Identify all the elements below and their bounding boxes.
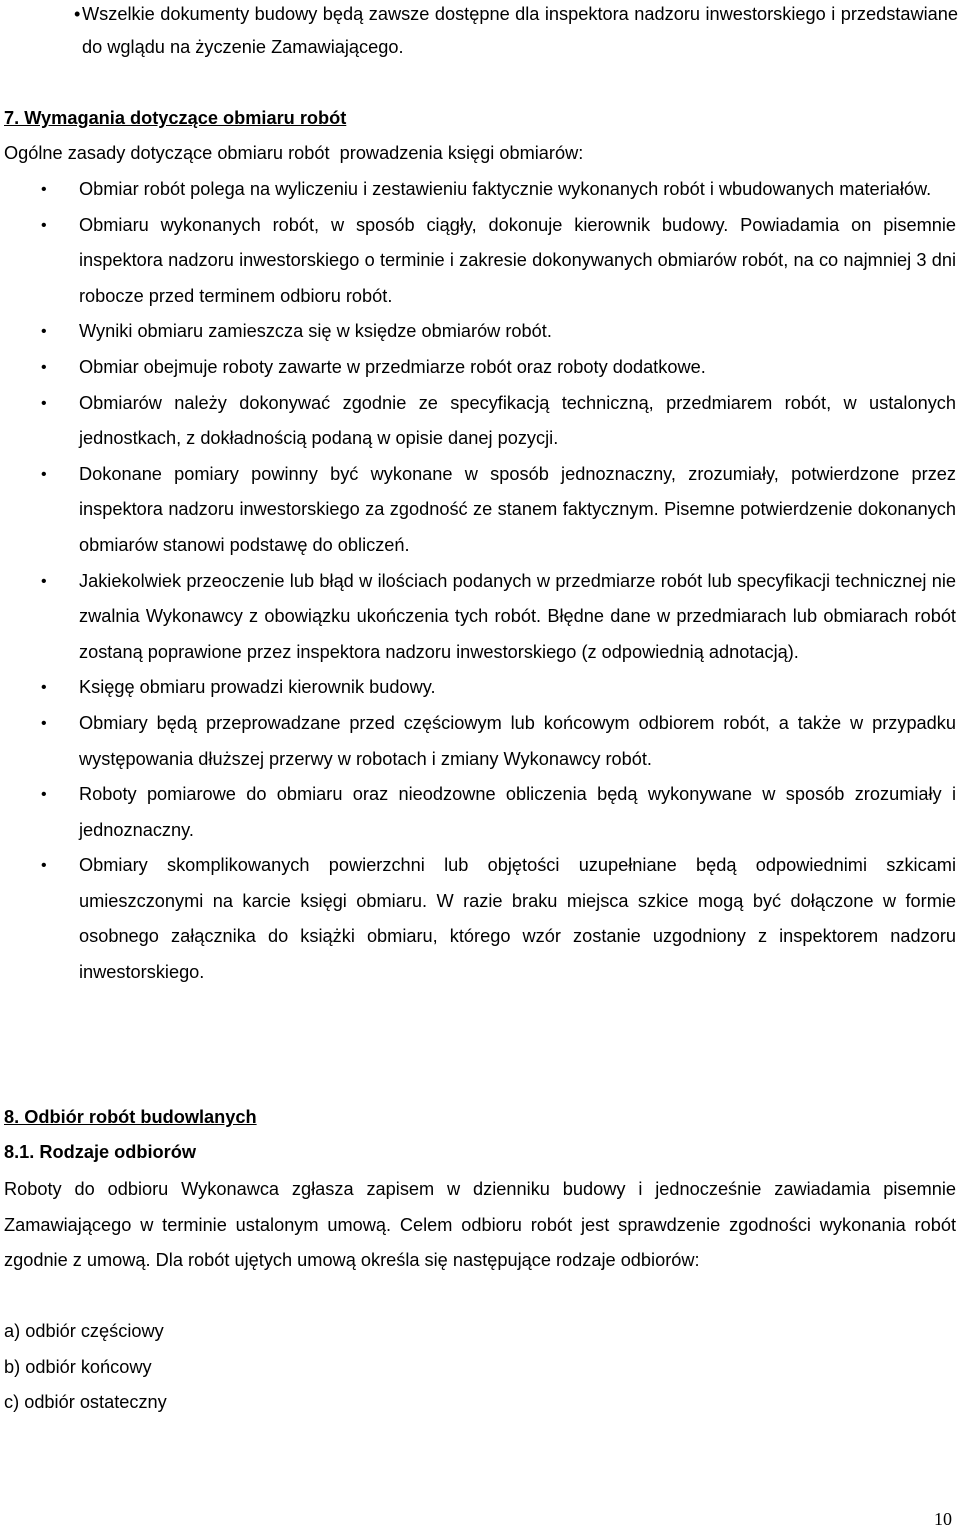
section-7-heading: 7. Wymagania dotyczące obmiaru robót: [4, 108, 347, 128]
bullet-icon: •: [41, 786, 47, 804]
bullet-icon: •: [74, 4, 81, 24]
bullet-icon: •: [41, 857, 47, 875]
list-item: • Księgę obmiaru prowadzi kierownik budowy.: [79, 670, 956, 706]
list-item: • Obmiar obejmuje roboty zawarte w przedmiarze robót oraz roboty dodatkowe.: [79, 350, 956, 386]
list-item: • Dokonane pomiary powinny być wykonane w sposób jednoznaczny, zrozumiały, potwierdzone przez inspektora nadzoru inwestorskiego za zgodność ze stanem faktycznym. Pisemne potwierdzenie dokonanych obmiarów stanowi podstawę do obliczeń.: [79, 457, 956, 564]
list-item: • Roboty pomiarowe do obmiaru oraz nieodzowne obliczenia będą wykonywane w sposób zrozumiały i jednoznaczny.: [79, 777, 956, 848]
list-item: • Obmiaru wykonanych robót, w sposób ciągły, dokonuje kierownik budowy. Powiadamia on pisemnie inspektora nadzoru inwestorskiego o terminie i zakresie dokonywanych obmiarów robót, na co najmniej 3 dni robocze przed terminem odbioru robót.: [79, 208, 956, 315]
bullet-icon: •: [41, 572, 47, 590]
section-7-intro: Ogólne zasady dotyczące obmiaru robót prowadzenia księgi obmiarów:: [4, 143, 584, 163]
list-item: c) odbiór ostateczny: [4, 1392, 167, 1413]
bullet-icon: •: [41, 714, 47, 732]
section-8-heading: 8. Odbiór robót budowlanych: [4, 1107, 257, 1127]
bullet-icon: •: [41, 216, 47, 234]
page-number: 10: [934, 1509, 952, 1529]
bullet-icon: •: [41, 358, 47, 376]
section-8-1-paragraph: Roboty do odbioru Wykonawca zgłasza zapisem w dzienniku budowy i jednocześnie zawiadamia pisemnie Zamawiającego w terminie ustalonym umową. Celem odbioru robót jest sprawdzenie zgodności wykonania robót zgodnie z umową. Dla robót ujętych umową określa się następujące rodzaje odbiorów:: [4, 1179, 956, 1271]
list-item: b) odbiór końcowy: [4, 1356, 152, 1377]
bullet-icon: •: [41, 323, 47, 341]
list-item: • Jakiekolwiek przeoczenie lub błąd w ilościach podanych w przedmiarze robót lub specyfikacji technicznej nie zwalnia Wykonawcy z obowiązku ukończenia tych robót. Błędne dane w przedmiarach lub obmiarach robót zostaną poprawione przez inspektora nadzoru inwestorskiego (z odpowiednią adnotacją).: [79, 564, 956, 671]
acceptance-types-list: [4, 1314, 167, 1421]
list-item: • Obmiar robót polega na wyliczeniu i zestawieniu faktycznie wykonanych robót i wbudowanych materiałów.: [79, 172, 956, 208]
top-bullet-text: Wszelkie dokumenty budowy będą zawsze dostępne dla inspektora nadzoru inwestorskiego i przedstawiane do wglądu na życzenie Zamawiającego.: [82, 4, 958, 57]
list-item: • Wyniki obmiaru zamieszcza się w księdze obmiarów robót.: [79, 314, 956, 350]
bullet-icon: •: [41, 181, 47, 198]
bullet-icon: •: [41, 465, 47, 483]
top-bullet-item: [74, 0, 958, 64]
list-item: • Obmiarów należy dokonywać zgodnie ze specyfikacją techniczną, przedmiarem robót, w ustalonych jednostkach, z dokładnością podaną w opisie danej pozycji.: [79, 386, 956, 457]
section-8-1-heading: 8.1. Rodzaje odbiorów: [4, 1142, 196, 1162]
list-item: • Obmiary będą przeprowadzane przed częściowym lub końcowym odbiorem robót, a także w przypadku występowania dłuższej przerwy w robotach i zmiany Wykonawcy robót.: [79, 706, 956, 777]
bullet-icon: •: [41, 679, 47, 697]
bullet-icon: •: [41, 394, 47, 412]
list-item: • Obmiary skomplikowanych powierzchni lub objętości uzupełniane będą odpowiednimi szkicami umieszczonymi na karcie księgi obmiaru. W razie braku miejsca szkice mogą być dołączone w formie osobnego załącznika do książki obmiaru, którego wzór zostanie uzgodniony z inspektorem nadzoru inwestorskiego.: [79, 848, 956, 990]
list-item: a) odbiór częściowy: [4, 1321, 164, 1341]
measurement-rules-list: [41, 172, 956, 991]
